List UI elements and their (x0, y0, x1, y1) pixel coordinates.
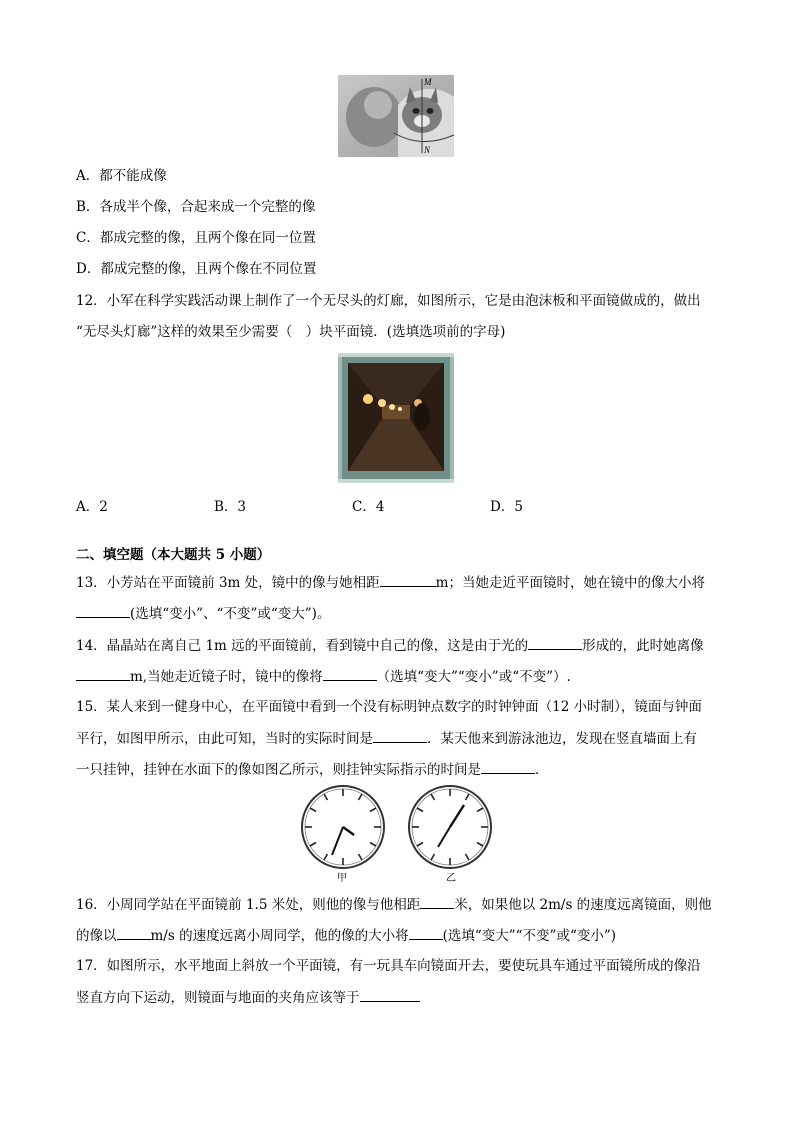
q17-line2 (76, 988, 420, 1007)
clock-yi-label: 乙 (446, 873, 456, 884)
q13-line2 (76, 604, 330, 623)
q13-blank-1[interactable] (380, 573, 436, 587)
q14-text-a: 14．晶晶站在离自己 1m 远的平面镜前，看到镜中自己的像，这是由于光的 (76, 638, 529, 654)
q16-blank-2[interactable] (117, 926, 151, 940)
q11-option-c: C．都成完整的像，且两个像在同一位置 (76, 230, 316, 246)
q15-blank-1[interactable] (373, 729, 427, 743)
q16-blank-3[interactable] (409, 926, 443, 940)
q12-stem-line1: 12．小军在科学实践活动课上制作了一个无尽头的灯廊，如图所示，它是由泡沫板和平面镜做成的，做出 (76, 293, 701, 309)
q13-text-b: m；当她走近平面镜时，她在镜中的像大小将 (435, 575, 705, 591)
mirror-label-n: N (424, 145, 431, 155)
q16-line1 (76, 895, 712, 914)
q13-blank-2[interactable] (76, 604, 130, 618)
q12-option-d: D．5 (490, 499, 523, 515)
endless-corridor-photo (338, 353, 454, 483)
q14-text-d: （选填“变大”“变小”或“不变”）. (376, 669, 571, 685)
q14-line1 (76, 636, 704, 655)
cat-mirror-photo (338, 75, 454, 157)
clock-jia (302, 786, 384, 868)
q17-line1: 17．如图所示，水平地面上斜放一个平面镜，有一玩具车向镜面开去，要使玩具车通过平面镜所成的像沿 (76, 958, 701, 974)
q16-text-b: 米，如果他以 2m/s 的速度远离镜面，则他 (454, 897, 712, 913)
q16-text-e: (选填“变大”“不变”或“变小”) (442, 928, 617, 944)
q14-line2 (76, 667, 571, 686)
q12-option-b: B．3 (214, 499, 247, 515)
mirror-label-m: M (424, 77, 432, 87)
q15-text-a: 平行，如图甲所示，由此可知，当时的实际时间是 (76, 731, 373, 747)
q15-line3 (76, 760, 549, 779)
q15-text-c: 一只挂钟，挂钟在水面下的像如图乙所示，则挂钟实际指示的时间是 (76, 762, 481, 778)
q14-blank-1[interactable] (528, 636, 582, 650)
clock-yi (409, 786, 491, 868)
q11-option-b: B．各成半个像，合起来成一个完整的像 (76, 199, 316, 215)
q13-text-c: (选填“变小”、“不变”或“变大”)。 (130, 606, 331, 622)
q13-text-a: 13．小芳站在平面镜前 3m 处，镜中的像与她相距 (76, 575, 380, 591)
q16-blank-1[interactable] (420, 895, 454, 909)
q11-option-d: D．都成完整的像，且两个像在不同位置 (76, 261, 317, 277)
section-title: 二、填空题（本大题共 5 小题） (76, 547, 271, 563)
q16-text-a: 16．小周同学站在平面镜前 1.5 米处，则他的像与他相距 (76, 897, 421, 913)
q11-option-a: A．都不能成像 (76, 168, 167, 184)
q15-text-b: ．某天他来到游泳池边，发现在竖直墙面上有 (427, 731, 697, 747)
q17-text-a: 竖直方向下运动，则镜面与地面的夹角应该等于 (76, 990, 360, 1006)
q12-stem-line2: “无尽头灯廊”这样的效果至少需要（ ）块平面镜．(选填选项前的字母) (76, 324, 506, 340)
q17-blank-1[interactable] (360, 988, 420, 1002)
q16-text-d: m/s 的速度远离小周同学，他的像的大小将 (150, 928, 409, 944)
q13-line1 (76, 573, 705, 592)
q15-line2 (76, 729, 697, 748)
q12-option-c: C．4 (352, 499, 385, 515)
q14-text-b: 形成的，此时她离像 (582, 638, 704, 654)
clock-jia-label: 甲 (337, 873, 347, 884)
q14-blank-2[interactable] (76, 667, 130, 681)
q14-blank-3[interactable] (323, 667, 377, 681)
q15-text-d: ． (535, 762, 549, 778)
clock-figure (296, 783, 496, 885)
q16-text-c: 的像以 (76, 928, 117, 944)
q15-line1: 15．某人来到一健身中心，在平面镜中看到一个没有标明钟点数字的时钟钟面（12 小时制），镜面与钟面 (76, 699, 702, 715)
q15-blank-2[interactable] (481, 760, 535, 774)
q12-option-a: A．2 (76, 499, 108, 515)
q16-line2 (76, 926, 616, 945)
q14-text-c: m,当她走近镜子时，镜中的像将 (130, 669, 323, 685)
